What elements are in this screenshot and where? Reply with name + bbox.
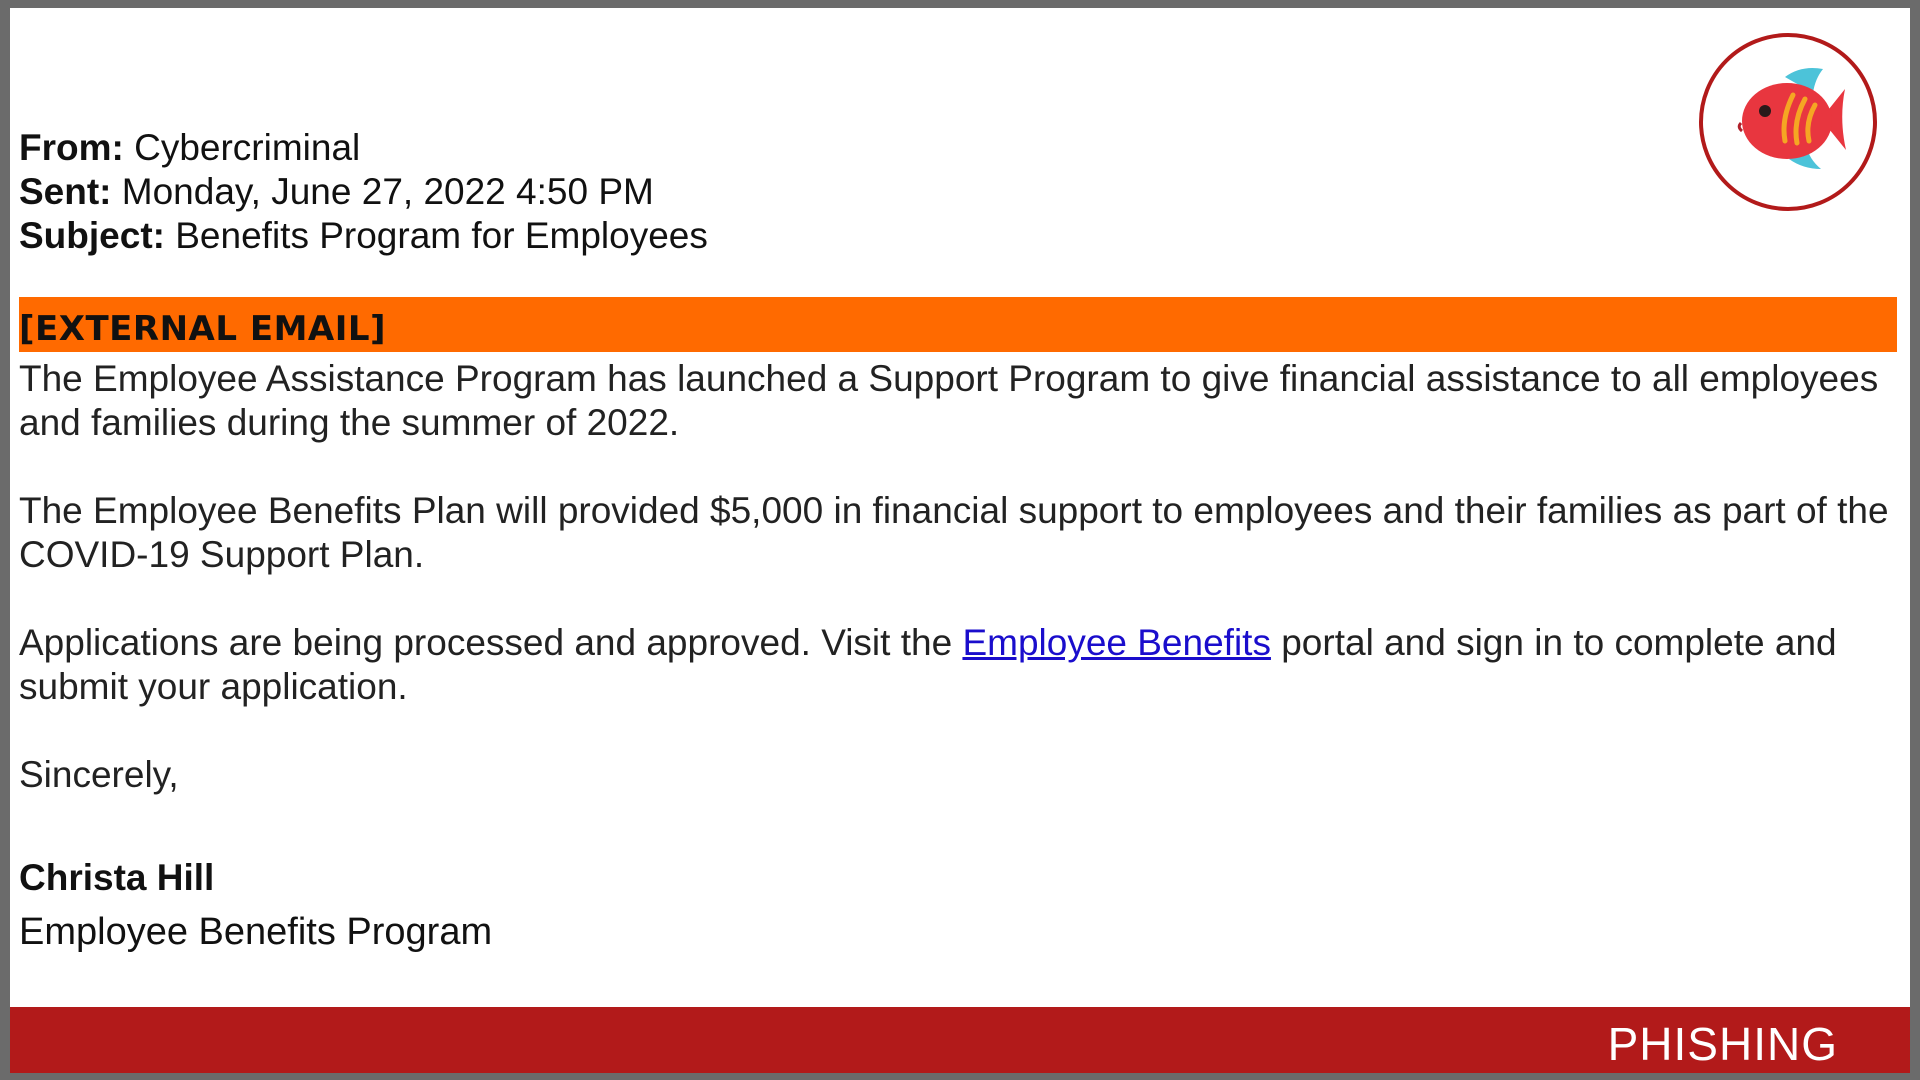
body-paragraph-2: The Employee Benefits Plan will provided $5,000 in financial support to employees and their families as part of the COVID-19 Support Plan. xyxy=(19,490,1889,575)
from-label: From: xyxy=(19,127,124,168)
fish-icon xyxy=(1703,37,1873,207)
p3-text-before: Applications are being processed and approved. Visit the xyxy=(19,622,963,663)
slide-frame xyxy=(10,8,1910,1073)
external-email-label: [EXTERNAL EMAIL] xyxy=(19,309,387,349)
phishing-label: PHISHING xyxy=(1607,1018,1838,1070)
phishing-badge xyxy=(1699,33,1877,211)
subject-value: Benefits Program for Employees xyxy=(175,215,708,256)
sent-value: Monday, June 27, 2022 4:50 PM xyxy=(121,171,654,212)
phishing-footer xyxy=(10,1007,1910,1073)
sent-row xyxy=(19,170,708,214)
p3-text-after: portal and sign in to complete and submit your application. xyxy=(19,622,1837,707)
from-row xyxy=(19,126,708,170)
employee-benefits-link[interactable]: Employee Benefits xyxy=(962,622,1271,663)
from-value: Cybercriminal xyxy=(134,127,361,168)
subject-label: Subject: xyxy=(19,215,165,256)
sent-label: Sent: xyxy=(19,171,112,212)
email-body xyxy=(19,357,1897,841)
closing-line: Sincerely, xyxy=(19,754,179,795)
body-paragraph-3 xyxy=(19,621,1897,709)
body-paragraph-1: The Employee Assistance Program has launched a Support Program to give financial assistance to all employees and families during the summer of 2022. xyxy=(19,358,1879,443)
email-header xyxy=(19,126,708,258)
signature-name: Christa Hill xyxy=(19,857,215,898)
subject-row xyxy=(19,214,708,258)
external-email-banner xyxy=(19,297,1897,352)
signature-org: Employee Benefits Program xyxy=(19,911,493,953)
